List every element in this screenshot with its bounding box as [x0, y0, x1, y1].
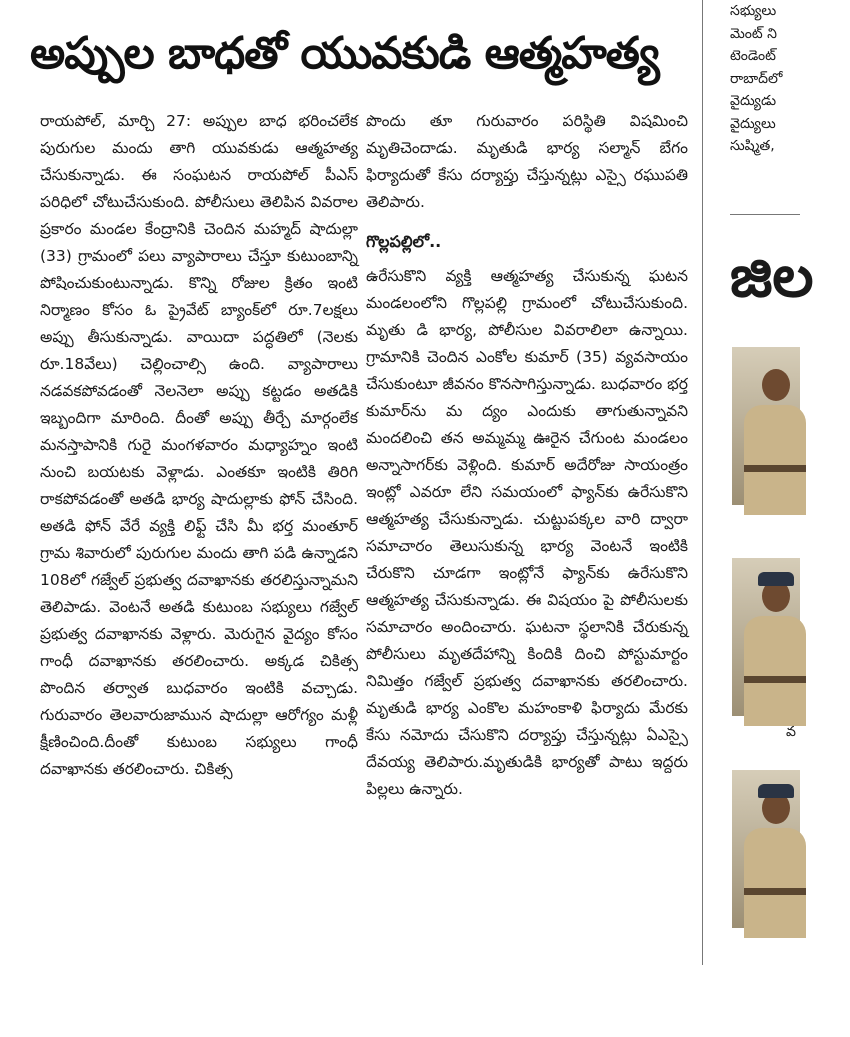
police-officer-photo: [732, 770, 800, 928]
adjacent-text-line: మెంట్ ని: [730, 25, 777, 42]
adjacent-headline: జిల: [730, 242, 814, 310]
adjacent-article-text: [730, 0, 850, 158]
article-column-middle: [366, 108, 688, 988]
article-paragraph: పొందు తూ గురువారం పరిస్థితి విషమించి మృతిచెందాడు. మృతుడి భార్య సల్మాన్ బేగం ఫిర్యాదుతో కేసు దర్యాప్తు చేస్తున్నట్లు ఎస్సై రఘుపతి తెలిపారు.: [366, 112, 688, 211]
column-divider: [702, 0, 703, 965]
police-officer-photo: [732, 347, 800, 505]
article-paragraph: ఉరేసుకొని వ్యక్తి ఆత్మహత్య చేసుకున్న ఘటన మండలంలోని గొల్లపల్లి గ్రామంలో చోటుచేసుకుంది. మృతు డి భార్య, పోలీసుల వివరాలిలా ఉన్నాయి. గ్రామానికి చెందిన ఎంకోల కుమార్ (35) వ్యవసాయం చేసుకుంటూ జీవనం కొనసాగిస్తున్నాడు. బుధవారం భర్త కుమార్‌ను మ ద్యం ఎందుకు తాగుతున్నావని మందలించి తన అమ్మమ్మ ఊరైన చేగుంట మండలం అన్నాసాగర్‌కు వెళ్లింది. కుమార్ అదేరోజు సాయంత్రం ఇంట్లో ఎవరూ లేని సమయంలో ఫ్యాన్‌కు ఉరేసుకొని ఆత్మహత్య చేసుకున్నాడు. చుట్టుపక్కల వారి ద్వారా సమాచారం తెలుసుకున్న భార్య వెంటనే ఇంటికి చేరుకొని చూడగా ఇంట్లోనే ఫ్యాన్‌కు ఉరేసుకొని ఆత్మహత్య చేసుకున్నాడు. ఈ విషయం పై పోలీసులకు సమాచారం అందించారు. ఘటనా స్థలానికి చేరుకున్న పోలీసులు మృతదేహాన్ని కిందికి దించి పోస్టుమార్టం నిమిత్తం గజ్వేల్ ప్రభుత్వ దవాఖానకు తరలించారు. మృతుడి భార్య ఎంకొల మహంకాళి ఫిర్యాదు మేరకు కేసు నమోదు చేసుకొని దర్యాప్తు చేస్తున్నట్లు ఏఎస్సై దేవయ్య తెలిపారు.మృతుడికి భార్యతో పాటు ఇద్దరు పిల్లలు ఉన్నారు.: [366, 267, 688, 798]
adjacent-text-line: సభ్యులు: [730, 3, 777, 19]
section-subheading: గొల్లపల్లిలో..: [366, 232, 442, 251]
adjacent-text-line: సుష్మిత,: [730, 138, 775, 154]
headline: అప్పుల బాధతో యువకుడి ఆత్మహత్య: [30, 28, 659, 79]
adjacent-text-line: రాబాద్‌లో: [730, 70, 783, 87]
adjacent-article-strip: [706, 0, 814, 1037]
photo-caption-fragment: వ: [786, 724, 796, 740]
section-rule: [730, 214, 800, 215]
article-paragraph: రాయపోల్, మార్చి 27: అప్పుల బాధ భరించలేక పురుగుల మందు తాగి యువకుడు ఆత్మహత్య చేసుకున్నాడు. ఈ సంఘటన రాయపోల్ పీఎస్ పరిధిలో చోటుచేసుకుంది. పోలీసులు తెలిపిన వివరాల ప్రకారం మండల కేంద్రానికి చెందిన మహ్మద్ షాదుల్లా (33) గ్రామంలో పలు వ్యాపారాలు చేస్తూ కుటుంబాన్ని పోషించుకుంటున్నాడు. కొన్ని రోజుల క్రితం ఇంటి నిర్మాణం కోసం ఓ ప్రైవేట్ బ్యాంక్‌లో రూ.7లక్షలు అప్పు తీసుకున్నాడు. వాయిదా పద్ధతిలో (నెలకు రూ.18వేలు) చెల్లించాల్సి ఉంది. వ్యాపారాలు నడవకపోవడంతో నెలనెలా అప్పు కట్టడం అతడికి ఇబ్బందిగా మారింది. దీంతో అప్పు తీర్చే మార్గంలేక మనస్తాపానికి గురై మంగళవారం మధ్యాహ్నం ఇంటి నుంచి బయటకు వెళ్లాడు. ఎంతకూ ఇంటికి తిరిగి రాకపోవడంతో అతడి భార్య షాదుల్లాకు ఫోన్ చేసింది. అతడి ఫోన్ వేరే వ్యక్తి లిఫ్ట్ చేసి మీ భర్త మంతూర్ గ్రామ శివారులో పురుగుల మందు తాగి పడి ఉన్నాడని 108లో గజ్వేల్ ప్రభుత్వ దవాఖానకు తరలిస్తున్నామని తెలిపాడు. వెంటనే అతడి కుటుంబ సభ్యులు గజ్వేల్ ప్రభుత్వ దవాఖానకు వెళ్లారు. మెరుగైన వైద్యం కోసం గాంధీ దవాఖానకు తరలించారు. అక్కడ చికిత్స పొందిన తర్వాత బుధవారం ఇంటికి వచ్చాడు. గురువారం తెలవారుజామున షాదుల్లా ఆరోగ్యం మళ్లీ క్షీణించింది.దీంతో కుటుంబ సభ్యులు గాంధీ దవాఖానకు తరలించారు. చికిత్స: [40, 112, 358, 778]
adjacent-text-line: వైద్యుడు: [730, 93, 777, 109]
adjacent-text-line: టెండెంట్: [730, 48, 776, 64]
adjacent-text-line: వైద్యులు: [730, 115, 776, 132]
police-officer-photo: [732, 558, 800, 716]
article-column-left: [40, 108, 358, 988]
